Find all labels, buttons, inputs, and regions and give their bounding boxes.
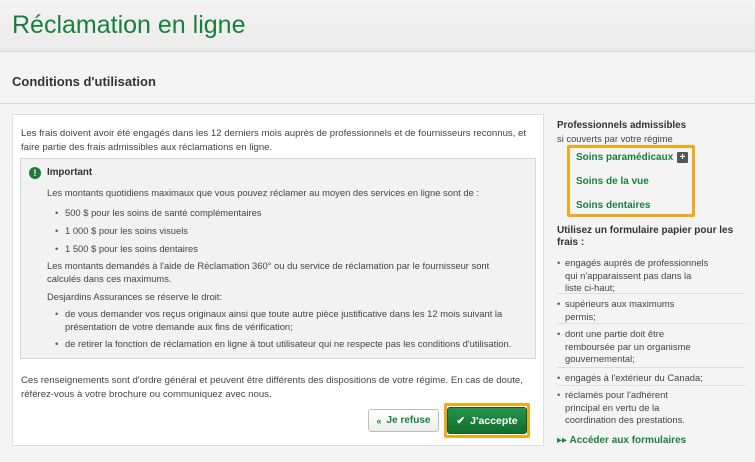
paper-form-item: • engagés à l'extérieur du Canada; — [565, 372, 745, 385]
paper-form-title: Utilisez un formulaire papier pour les frais : — [557, 225, 734, 248]
rights-intro-text: Desjardins Assurances se réserve le droit: — [47, 291, 223, 302]
eligible-professionals-title: Professionnels admissibles — [557, 120, 687, 131]
link-dental-care[interactable]: Soins dentaires — [576, 200, 651, 211]
sidebar-divider — [557, 367, 745, 368]
expand-plus-icon[interactable]: + — [677, 152, 688, 163]
access-forms-link[interactable] — [557, 435, 686, 446]
paper-form-item: • dont une partie doit être remboursée par un organisme gouvernemental; — [565, 328, 705, 366]
right-item: • de retirer la fonction de réclamation en ligne à tout utilisateur qui ne respecte pas les conditions d'utilisation. — [65, 337, 527, 350]
daily-max-text: Les montants quotidiens maximaux que vous pouvez réclamer au moyen des services en ligne sont de : — [47, 187, 480, 198]
important-box — [20, 158, 536, 359]
title-bar — [0, 0, 755, 52]
important-title: Important — [47, 167, 93, 178]
link-vision-care[interactable]: Soins de la vue — [576, 176, 649, 187]
link-paramedical-care[interactable]: Soins paramédicaux — [576, 152, 674, 163]
sidebar-divider — [557, 323, 745, 324]
paper-form-item: • engagés auprès de professionnels qui n'apparaissent pas dans la liste ci-haut; — [565, 257, 710, 295]
amount-item: • 1 000 $ pour les soins visuels — [65, 224, 188, 237]
paper-form-item: • supérieurs aux maximums permis; — [565, 298, 705, 323]
section-divider — [0, 103, 755, 104]
chevron-left-double-icon: « — [376, 415, 382, 426]
page-title: Réclamation en ligne — [12, 11, 246, 39]
amount-item: • 1 500 $ pour les soins dentaires — [65, 242, 198, 255]
refuse-button-label: Je refuse — [386, 415, 431, 426]
disclaimer-text: Ces renseignements sont d'ordre général et peuvent être différents des dispositions de votre régime. En cas de doute, référez-vous à votre brochure ou communiquez avec nous. — [21, 375, 523, 400]
accept-button[interactable] — [447, 407, 527, 434]
double-arrow-right-icon: ▸▸ — [557, 435, 568, 446]
eligible-professionals-subtitle: si couverts par votre régime — [557, 133, 673, 144]
info-icon: ! — [29, 167, 41, 179]
paper-form-item: • réclamés pour l'adhérent principal en vertu de la coordination des prestations. — [565, 389, 705, 427]
right-item: • de vous demander vos reçus originaux ainsi que toute autre pièce justificative dans les 12 mois suivant la présentation de votre demande aux fins de vérification; — [65, 307, 527, 333]
refuse-button[interactable] — [368, 409, 439, 432]
access-forms-link-label: Accéder aux formulaires — [569, 435, 687, 446]
terms-card — [12, 114, 544, 446]
sidebar-divider — [557, 293, 745, 294]
section-title: Conditions d'utilisation — [12, 74, 156, 89]
intro-text: Les frais doivent avoir été engagés dans les 12 derniers mois auprès de professionnels et de fournisseurs reconnus, et faire partie des frais admissibles aux réclamations en ligne. — [21, 128, 527, 153]
checkmark-icon: ✔ — [456, 414, 466, 427]
amount-item: • 500 $ pour les soins de santé complémentaires — [65, 206, 261, 219]
calc-note-text: Les montants demandés à l'aide de Réclamation 360° ou du service de réclamation par le fournisseur sont calculés dans ces maximums. — [47, 260, 490, 284]
accept-button-label: J'accepte — [470, 414, 518, 427]
sidebar-divider — [557, 385, 745, 386]
